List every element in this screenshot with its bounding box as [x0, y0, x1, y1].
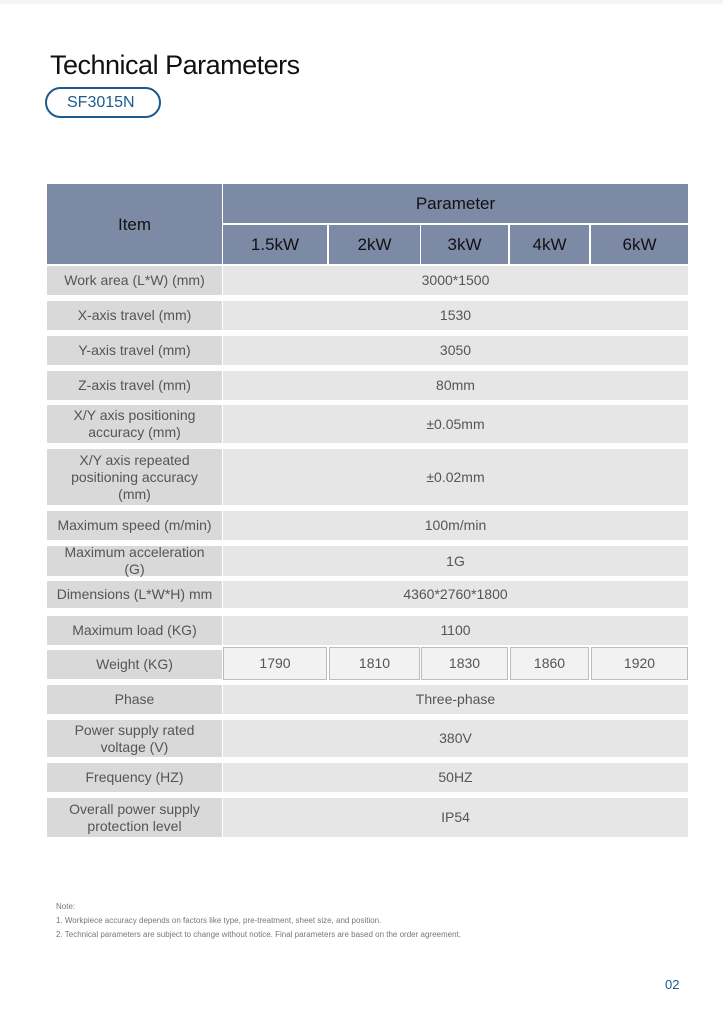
- row-label: Dimensions (L*W*H) mm: [47, 581, 222, 608]
- row-label: X/Y axis repeated positioning accuracy (mm): [47, 449, 222, 505]
- page-number: 02: [665, 977, 680, 992]
- power-header: 1.5kW: [223, 225, 327, 264]
- row-value: 1860: [510, 647, 589, 680]
- row-label: Z-axis travel (mm): [47, 371, 222, 400]
- row-value: 1790: [223, 647, 327, 680]
- row-label: X/Y axis positioning accuracy (mm): [47, 405, 222, 443]
- row-label: Weight (KG): [47, 650, 222, 679]
- top-band: [0, 0, 723, 4]
- note-heading: Note:: [56, 902, 76, 911]
- row-label: Maximum load (KG): [47, 616, 222, 645]
- row-value: 50HZ: [223, 763, 688, 792]
- power-header: 3kW: [421, 225, 508, 264]
- row-label: X-axis travel (mm): [47, 301, 222, 330]
- row-value: 1830: [421, 647, 508, 680]
- row-label: Power supply rated voltage (V): [47, 720, 222, 757]
- parameter-header: Parameter: [223, 184, 688, 223]
- power-header: 4kW: [510, 225, 589, 264]
- row-value: 3000*1500: [223, 266, 688, 295]
- row-label: Overall power supply protection level: [47, 798, 222, 837]
- row-value: 1810: [329, 647, 420, 680]
- row-value: 1G: [223, 546, 688, 576]
- power-header: 2kW: [329, 225, 420, 264]
- row-label: Work area (L*W) (mm): [47, 266, 222, 295]
- row-value: 100m/min: [223, 511, 688, 540]
- row-label: Frequency (HZ): [47, 763, 222, 792]
- row-label: Maximum speed (m/min): [47, 511, 222, 540]
- page-title: Technical Parameters: [50, 50, 300, 80]
- note-item: 1. Workpiece accuracy depends on factors like type, pre-treatment, sheet size, and position.: [56, 916, 382, 925]
- row-value: 1920: [591, 647, 688, 680]
- row-value: IP54: [223, 798, 688, 837]
- row-label: Maximum acceleration (G): [47, 546, 222, 576]
- model-badge: SF3015N: [45, 87, 161, 118]
- row-label: Phase: [47, 685, 222, 714]
- row-value: 3050: [223, 336, 688, 365]
- row-label: Y-axis travel (mm): [47, 336, 222, 365]
- row-value: 1100: [223, 616, 688, 645]
- row-value: ±0.05mm: [223, 405, 688, 443]
- row-value: ±0.02mm: [223, 449, 688, 505]
- row-value: 1530: [223, 301, 688, 330]
- row-value: 380V: [223, 720, 688, 757]
- row-value: 80mm: [223, 371, 688, 400]
- note-item: 2. Technical parameters are subject to change without notice. Final parameters are based on the order agreement.: [56, 930, 461, 939]
- power-header: 6kW: [591, 225, 688, 264]
- row-value: Three-phase: [223, 685, 688, 714]
- item-header: Item: [47, 184, 222, 264]
- row-value: 4360*2760*1800: [223, 581, 688, 608]
